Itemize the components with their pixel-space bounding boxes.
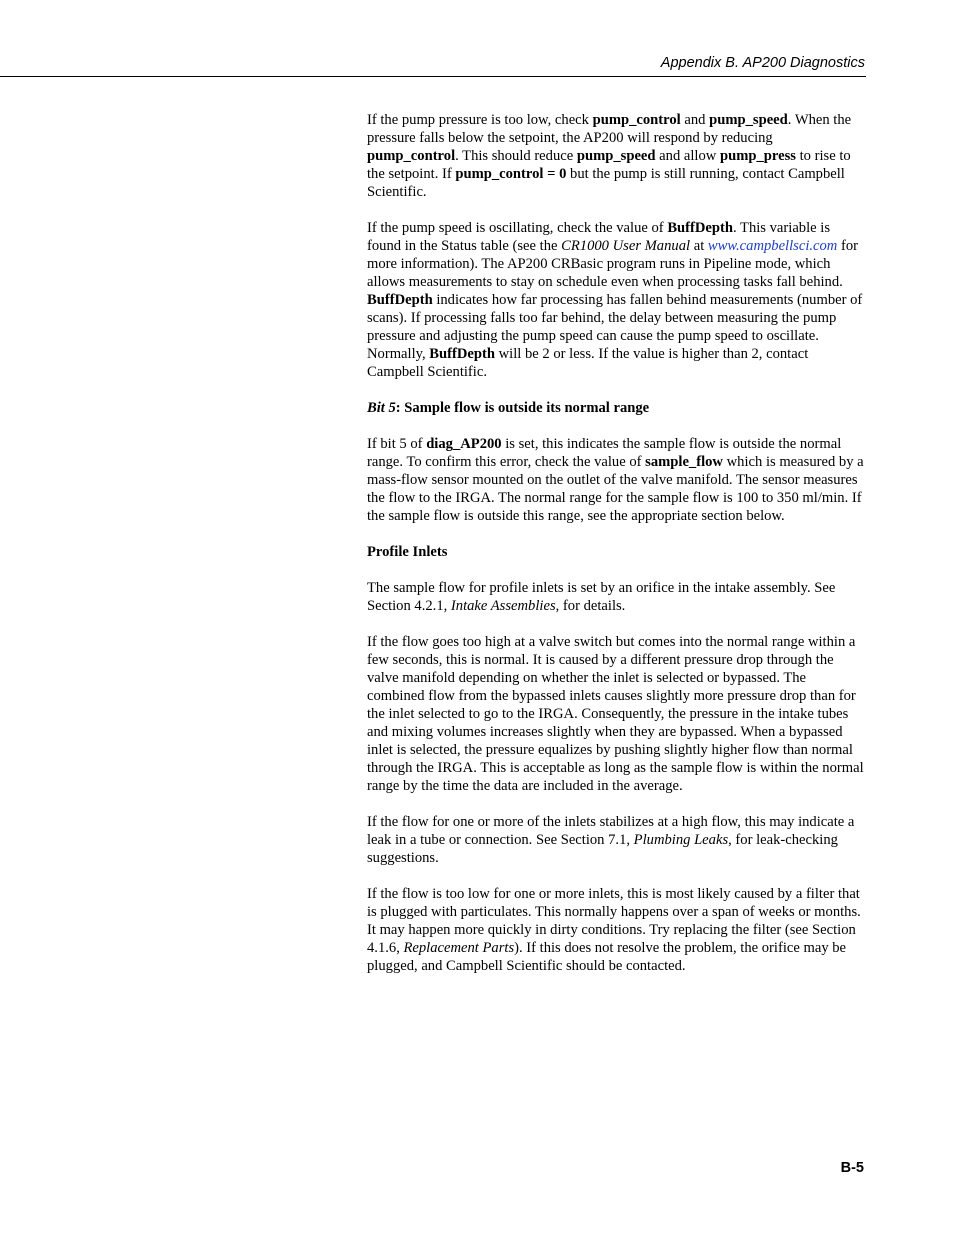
text-run: If the flow for one or more of the inlets stabilizes at a high flow, this may indicate a leak in a tube or connection. See Section 7.1,	[367, 814, 855, 848]
text-run: and allow	[655, 148, 720, 164]
text-run: . This variable is found in the Status table (see the	[367, 220, 831, 254]
variable-name: diag_AP200	[426, 436, 502, 452]
text-run: will be 2 or less. If the value is higher than 2, contact Campbell Scientific.	[367, 346, 809, 380]
section-title: Replacement Parts	[403, 940, 515, 956]
text-run: . This should reduce	[455, 148, 577, 164]
subheading-profile-inlets: Profile Inlets	[367, 544, 448, 560]
variable-name: pump_speed	[709, 112, 788, 128]
paragraph-bit5	[367, 435, 867, 525]
text-run: is set, this indicates the sample flow is outside the normal range. To confirm this error, check the value of	[367, 436, 842, 470]
page-number: B-5	[840, 1160, 864, 1176]
text-run: which is measured by a mass-flow sensor mounted on the outlet of the valve manifold. The sensor measures the flow to the IRGA. The normal range for the sample flow is 100 to 350 ml/min. If the sample flow is outside this range, see the appropriate section below.	[367, 454, 864, 524]
text-run: , for details.	[555, 598, 626, 614]
variable-name: pump_speed	[576, 148, 656, 164]
subheading-text: : Sample flow is outside its normal range	[395, 400, 650, 416]
text-run: indicates how far processing has fallen behind measurements (number of scans). If processing falls too far behind, the delay between measuring the pump pressure and adjusting the pump speed can cause the pump speed to oscillate. Normally,	[367, 292, 863, 362]
text-run: The sample flow for profile inlets is set by an orifice in the intake assembly. See Section 4.2.1,	[367, 580, 836, 614]
paragraph-valve-switch	[367, 633, 867, 795]
paragraph-orifice	[367, 579, 867, 615]
website-link[interactable]: www.campbellsci.com	[707, 238, 838, 254]
body-text	[367, 111, 867, 993]
subheading-bit5	[367, 399, 867, 417]
text-run: at	[690, 238, 708, 254]
section-title: Intake Assemblies	[450, 598, 556, 614]
text-run: . When the pressure falls below the setpoint, the AP200 will respond by reducing	[367, 112, 852, 146]
header-rule	[0, 76, 866, 77]
variable-name: BuffDepth	[367, 292, 433, 308]
variable-name: pump_control	[367, 148, 456, 164]
running-header-title: Appendix B. AP200 Diagnostics	[660, 55, 865, 71]
text-run: to rise to the setpoint. If	[367, 148, 851, 182]
section-title: Plumbing Leaks	[633, 832, 729, 848]
variable-name: pump_control	[592, 112, 681, 128]
manual-title: CR1000 User Manual	[561, 238, 691, 254]
text-run: If the flow is too low for one or more inlets, this is most likely caused by a filter that is plugged with particulates. This normally happens over a span of weeks or months. It may happen more quickly in dirty conditions. Try replacing the filter (see Section 4.1.6,	[367, 886, 861, 956]
variable-name: pump_press	[719, 148, 796, 164]
page-header	[0, 0, 954, 77]
text-run: but the pump is still running, contact Campbell Scientific.	[367, 166, 845, 200]
paragraph-high-flow	[367, 813, 867, 867]
text-run: ). If this does not resolve the problem, the orifice may be plugged, and Campbell Scientific should be contacted.	[367, 940, 847, 974]
paragraph-pump-pressure	[367, 111, 867, 201]
variable-name: BuffDepth	[667, 220, 733, 236]
text-run: and	[680, 112, 710, 128]
text-run: If the pump pressure is too low, check	[367, 112, 593, 128]
text-run: If bit 5 of	[367, 436, 427, 452]
variable-name: BuffDepth	[429, 346, 495, 362]
paragraph-low-flow	[367, 885, 867, 975]
bit-label: Bit 5	[367, 400, 396, 416]
text-run: If the pump speed is oscillating, check the value of	[367, 220, 668, 236]
variable-name: sample_flow	[645, 454, 723, 470]
paragraph-pump-speed	[367, 219, 867, 381]
text-run: for more information). The AP200 CRBasic program runs in Pipeline mode, which allows measurements to stay on schedule even when processing tasks fall behind.	[367, 238, 859, 290]
text-run: , for leak-checking suggestions.	[367, 832, 838, 866]
variable-name: pump_control = 0	[455, 166, 567, 182]
text-run: If the flow goes too high at a valve switch but comes into the normal range within a few seconds, this is normal. It is caused by a different pressure drop through the valve manifold depending on whether the inlet is selected or bypassed. The combined flow from the bypassed inlets causes slightly more pressure drop than for the inlet selected to go to the IRGA. Consequently, the pressure in the intake tubes and mixing volumes increases slightly when they are bypassed. When a bypassed inlet is selected, the pressure equalizes by pushing slightly higher flow than normal through the IRGA. This is acceptable as long as the sample flow is within the normal range by the time the data are included in the average.	[367, 634, 864, 794]
